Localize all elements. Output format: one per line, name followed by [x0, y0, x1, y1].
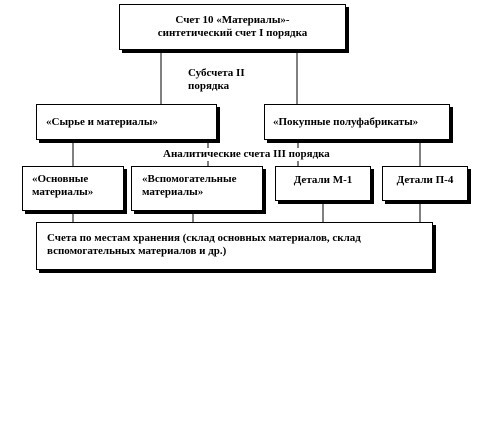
analytic-accounts-label — [160, 148, 333, 161]
storage-accounts-line1: Счета по местам хранения (склад основных материалов, склад — [47, 232, 361, 244]
subaccounts-label-line2: порядка — [188, 80, 230, 92]
synthetic-account-line2: синтетический счет I порядка — [157, 27, 308, 39]
part-m1-label: Детали М-1 — [293, 174, 353, 186]
auxiliary-materials-box — [131, 166, 263, 211]
synthetic-account-line1: Счет 10 «Материалы»- — [175, 14, 290, 26]
storage-accounts-box — [36, 222, 433, 270]
raw-materials-label: «Сырье и материалы» — [46, 116, 158, 128]
basic-materials-line2: материалы» — [32, 186, 94, 198]
raw-materials-box — [36, 104, 217, 140]
part-p4-label: Детали П-4 — [396, 174, 454, 186]
basic-materials-line1: «Основные — [32, 173, 89, 185]
part-p4-box — [382, 166, 468, 201]
purchased-semifinished-label: «Покупные полуфабрикаты» — [273, 116, 419, 128]
part-m1-box — [275, 166, 371, 201]
synthetic-account-box — [119, 4, 346, 50]
basic-materials-box — [22, 166, 124, 211]
auxiliary-materials-line2: материалы» — [142, 186, 204, 198]
storage-accounts-line2: вспомогательных материалов и др.) — [47, 245, 227, 257]
auxiliary-materials-line1: «Вспомогательные — [142, 173, 237, 185]
analytic-accounts-label-text: Аналитические счета III порядка — [163, 148, 330, 160]
subaccounts-label-line1: Субсчета II — [188, 67, 245, 79]
subaccounts-label — [188, 67, 245, 93]
purchased-semifinished-box — [264, 104, 450, 140]
